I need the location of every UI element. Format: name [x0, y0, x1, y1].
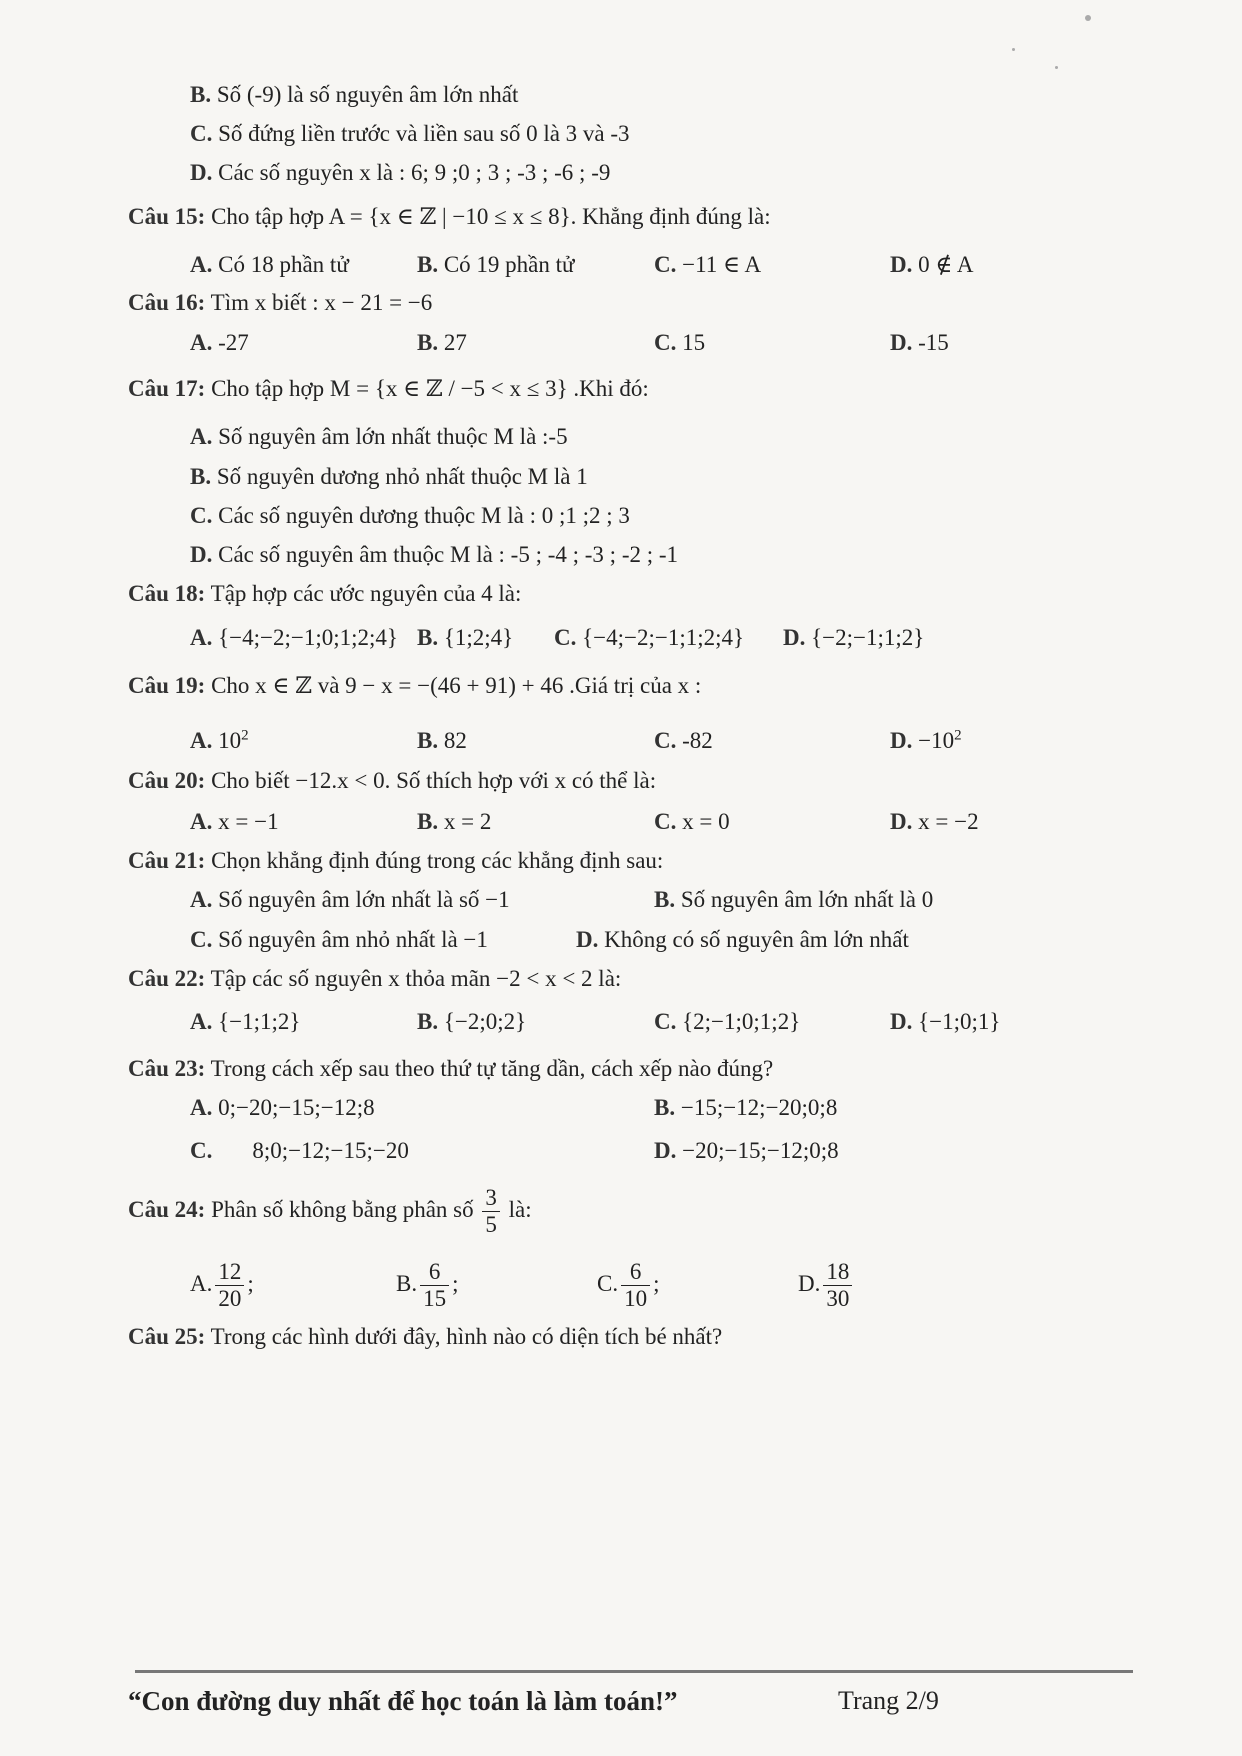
q14-option-b: B. Số (-9) là số nguyên âm lớn nhất	[190, 82, 519, 107]
scan-speck	[1085, 15, 1091, 21]
q20-option-d: D. x = −2	[890, 809, 979, 834]
q16-option-c: C. 15	[654, 330, 706, 355]
q19-option-a: A. $10^2$	[190, 727, 249, 753]
q18-option-a: A. {−4;−2;−1;0;1;2;4}	[190, 625, 398, 650]
footer-quote: “Con đường duy nhất để học toán là làm toán!”	[128, 1686, 678, 1716]
q17-option-a: A. Số nguyên âm lớn nhất thuộc M là :-5	[190, 424, 568, 449]
q17-option-d: D. Các số nguyên âm thuộc M là : -5 ; -4 ; -3 ; -2 ; -1	[190, 542, 679, 567]
q24-option-b: B. $\frac{6}{15}$ ;	[396, 1259, 459, 1312]
q24-option-c: C. $\frac{6}{10}$ ;	[597, 1259, 660, 1312]
q21-option-b: B. Số nguyên âm lớn nhất là 0	[654, 887, 934, 912]
q14-option-c: C. Số đứng liền trước và liền sau số 0 là 3 và -3	[190, 121, 630, 146]
q18-stem: Câu 18: Tập hợp các ước nguyên của 4 là:	[128, 581, 522, 606]
q24-option-a: A. $\frac{12}{20}$ ;	[190, 1259, 254, 1312]
q18-option-b: B. {1;2;4}	[417, 625, 514, 650]
q18-option-d: D. {−2;−1;1;2}	[783, 625, 925, 650]
q20-stem: Câu 20: Cho biết −12.x < 0. Số thích hợp với x có thể là:	[128, 768, 657, 793]
scan-speck	[1055, 66, 1058, 69]
q19-stem: Câu 19: Cho x ∈ ℤ và 9 − x = −(46 + 91) + 46 .Giá trị của x :	[128, 673, 702, 698]
q22-stem: Câu 22: Tập các số nguyên x thỏa mãn −2 < x < 2 là:	[128, 966, 622, 991]
q24-option-d: D. $\frac{18}{30}$	[798, 1254, 855, 1314]
q17-stem: Câu 17: Cho tập hợp M = {x ∈ ℤ / −5 < x ≤ 3} .Khi đó:	[128, 376, 649, 401]
q23-option-d: D. −20;−15;−12;0;8	[654, 1138, 839, 1163]
q23-stem: Câu 23: Trong cách xếp sau theo thứ tự tăng dần, cách xếp nào đúng?	[128, 1056, 774, 1081]
q14-option-d: D. Các số nguyên x là : 6; 9 ;0 ; 3 ; -3 ; -6 ; -9	[190, 160, 611, 185]
q21-option-c: C. Số nguyên âm nhỏ nhất là −1	[190, 927, 488, 952]
q22-option-c: C. {2;−1;0;1;2}	[654, 1009, 801, 1034]
scan-speck	[1012, 48, 1015, 51]
q22-option-d: D. {−1;0;1}	[890, 1009, 1001, 1034]
q24-stem: Câu 24: Phân số không bằng phân số $\frac{3}{5}$ là:	[128, 1185, 532, 1238]
q25-stem: Câu 25: Trong các hình dưới đây, hình nào có diện tích bé nhất?	[128, 1324, 723, 1349]
q20-option-a: A. x = −1	[190, 809, 279, 834]
q16-option-b: B. 27	[417, 330, 467, 355]
q15-option-b: B. Có 19 phần tử	[417, 252, 575, 277]
q16-option-d: D. -15	[890, 330, 949, 355]
q16-option-a: A. -27	[190, 330, 249, 355]
q17-option-c: C. Các số nguyên dương thuộc M là : 0 ;1 ;2 ; 3	[190, 503, 630, 528]
q15-option-a: A. Có 18 phần tử	[190, 252, 349, 277]
q16-stem: Câu 16: Tìm x biết : x − 21 = −6	[128, 290, 433, 315]
q19-option-c: C. -82	[654, 728, 713, 753]
q24-fraction: $\frac{3}{5}$	[482, 1185, 500, 1238]
q17-option-b: B. Số nguyên dương nhỏ nhất thuộc M là 1	[190, 464, 588, 489]
q23-option-a: A. 0;−20;−15;−12;8	[190, 1095, 375, 1120]
q22-option-b: B. {−2;0;2}	[417, 1009, 527, 1034]
footer-rule	[135, 1670, 1133, 1673]
q20-option-b: B. x = 2	[417, 809, 492, 834]
q21-option-d: D. Không có số nguyên âm lớn nhất	[576, 927, 909, 952]
q19-option-b: B. 82	[417, 728, 467, 753]
q19-option-d: D. $-10^2$	[890, 727, 962, 753]
q20-option-c: C. x = 0	[654, 809, 730, 834]
q23-option-c: C. 8;0;−12;−15;−20	[190, 1138, 409, 1163]
q15-option-d: D. 0 ∉ A	[890, 252, 974, 277]
q21-stem: Câu 21: Chọn khẳng định đúng trong các khẳng định sau:	[128, 848, 664, 873]
q22-option-a: A. {−1;1;2}	[190, 1009, 301, 1034]
q21-option-a: A. Số nguyên âm lớn nhất là số −1	[190, 887, 510, 912]
q15-option-c: C. −11 ∈ A	[654, 252, 762, 277]
q18-option-c: C. {−4;−2;−1;1;2;4}	[554, 625, 745, 650]
q15-stem: Câu 15: Cho tập hợp A = {x ∈ ℤ | −10 ≤ x ≤ 8}. Khẳng định đúng là:	[128, 204, 771, 229]
page-number: Trang 2/9	[838, 1686, 939, 1715]
q23-option-b: B. −15;−12;−20;0;8	[654, 1095, 838, 1120]
